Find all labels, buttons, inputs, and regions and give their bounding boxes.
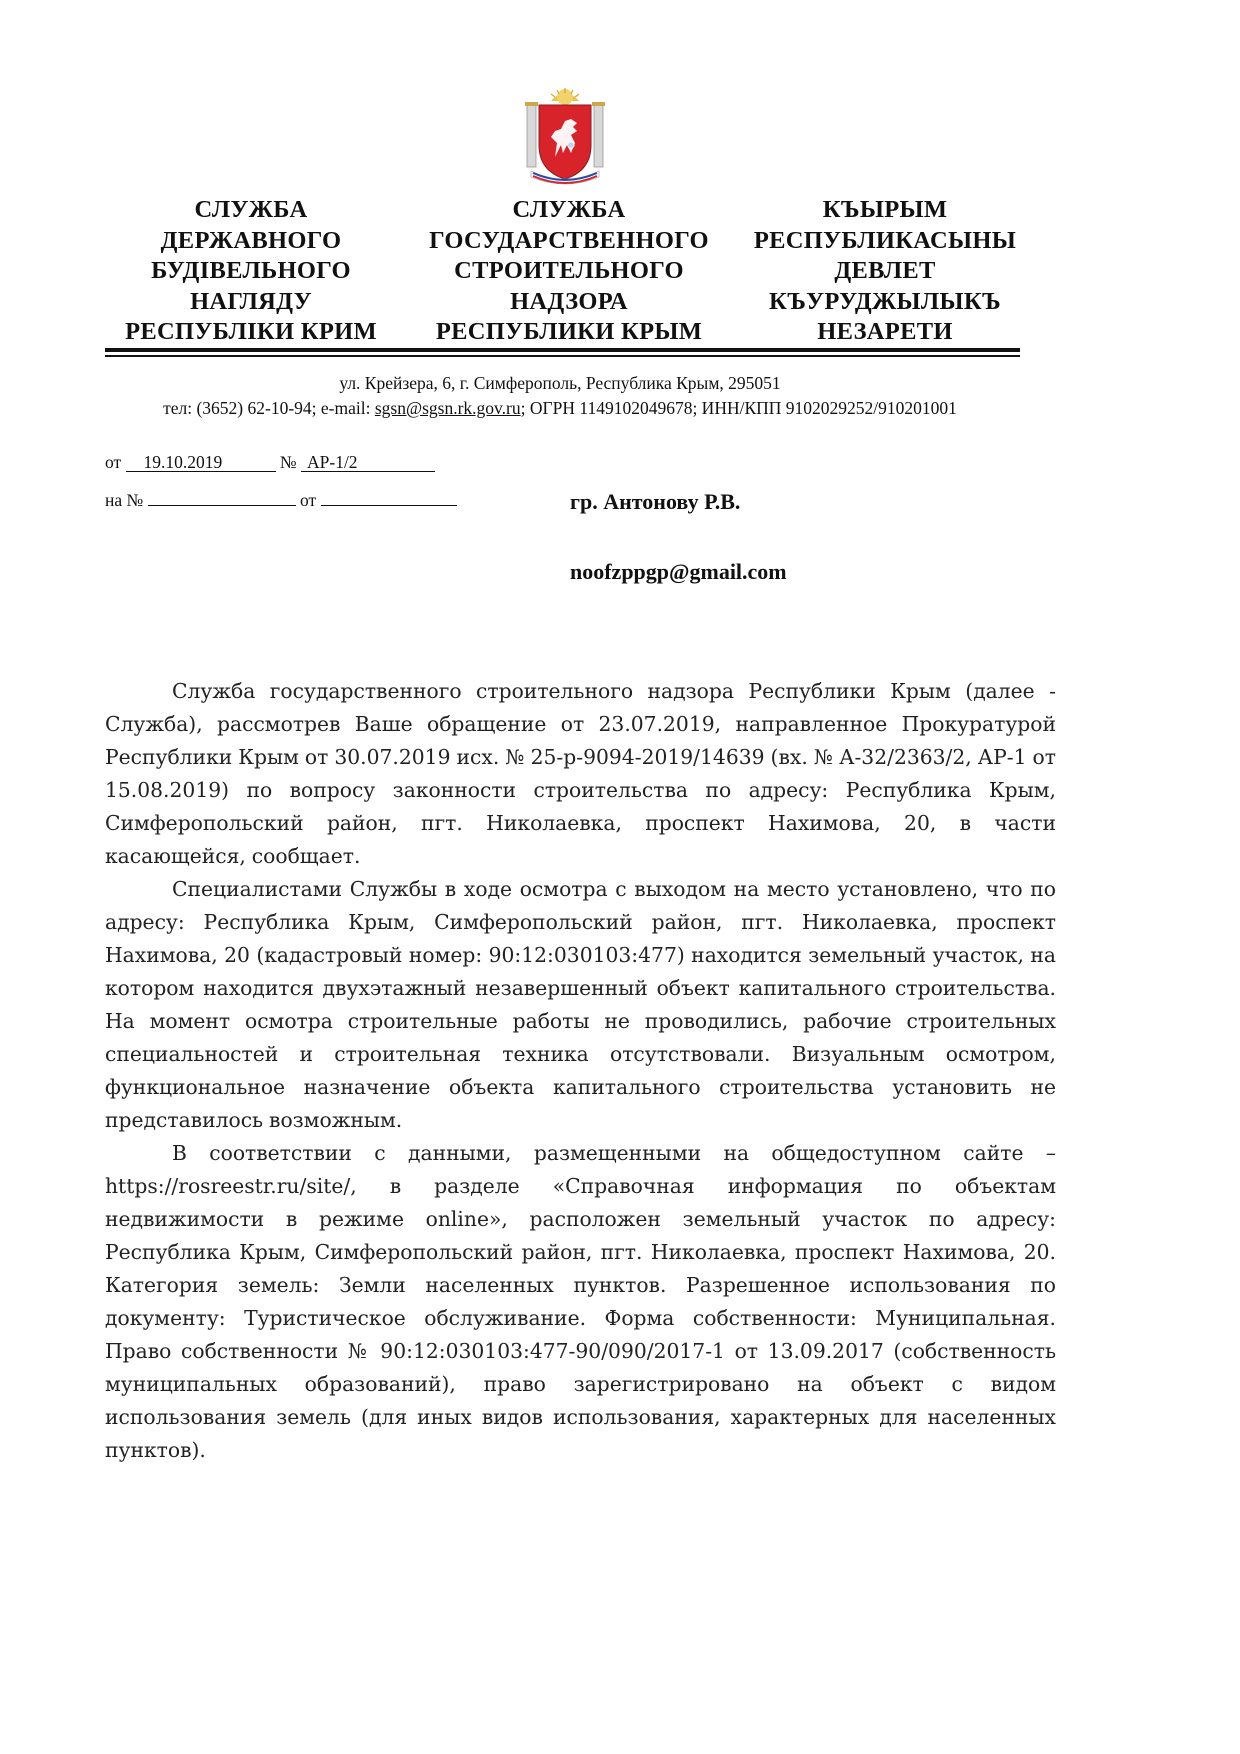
recipient-email: noofzppgp@gmail.com (570, 559, 787, 584)
org-name-line: ГОСУДАРСТВЕННОГО (429, 226, 709, 254)
body-paragraph: Служба государственного строительного надзора Республики Крым (далее - Служба), рассмотрев Ваше обращение от 23.07.2019, направленное Прокуратурой Республики Крым от 30.07.2019 исх. № 25-р-9094-2019/14639 (вх. № А-32/2363/2, АР-1 от 15.08.2019) по вопросу законности строительства по адресу: Республика Крым, Симферопольский район, пгт. Николаевка, проспект Нахимова, 20, в части касающейся, сообщает. (105, 679, 1056, 868)
org-name-line: ДЕРЖАВНОГО (160, 226, 342, 254)
body-paragraph: Специалистами Службы в ходе осмотра с выходом на место установлено, что по адресу: Республика Крым, Симферопольский район, пгт. Николаевка, проспект Нахимова, 20 (кадастровый номер: 90:12:030103:477) находится земельный участок, на котором находится двухэтажный незавершенный объект капитального строительства. На момент осмотра строительные работы не проводились, рабочие строительных специальностей и строительная техника отсутствовали. Визуальным осмотром, функциональное назначение объекта капитального строительства установить не представилось возможным. (105, 877, 1056, 1132)
from-label: от (105, 452, 122, 472)
org-name-line: НЕЗАРЕТИ (817, 318, 953, 345)
org-name-line: РЕСПУБЛИКИ КРЫМ (435, 318, 703, 345)
body-paragraph: В соответствии с данными, размещенными на общедоступном сайте – https://rosreestr.ru/site/, в разделе «Справочная информация по объектам недвижимости в режиме online», расположен земельный участок по адресу: Республика Крым, Симферопольский район, пгт. Николаевка, проспект Нахимова, 20. Категория земель: Земли населенных пунктов. Разрешенное использования по документу: Туристическое обслуживание. Форма собственности: Муниципальная. Право собственности № 90:12:030103:477-90/090/2017-1 от 13.09.2017 (собственность муниципальных образований), право зарегистрировано на объект с видом использования земель (для иных видов использования, характерных для населенных пунктов). (105, 1141, 1056, 1462)
letter-date: 19.10.2019 (126, 453, 276, 472)
header-divider-thin (105, 355, 1020, 357)
org-name-line: РЕСПУБЛІКИ КРИМ (125, 318, 377, 345)
org-name-line: КЪУРУДЖЫЛЫКЪ (769, 287, 1001, 315)
reply-date-blank (321, 505, 457, 506)
coat-of-arms-emblem (521, 87, 609, 187)
org-address: ул. Крейзера, 6, г. Симферополь, Республика Крым, 295051 (339, 373, 781, 393)
org-name-line: СЛУЖБА (194, 196, 308, 223)
reply-date-label: от (299, 490, 317, 510)
letter-body (105, 675, 1056, 1467)
org-name-russian (410, 195, 728, 348)
org-name-line: СЛУЖБА (512, 196, 626, 223)
org-name-line: РЕСПУБЛИКАСЫНЫ (753, 226, 1017, 254)
recipient-name: гр. Антонову Р.В. (570, 489, 741, 514)
org-name-crimean-tatar (735, 195, 1035, 348)
outgoing-reference (105, 452, 435, 473)
registry-text: ; ОГРН 1149102049678; ИНН/КПП 9102029252/910201001 (520, 398, 957, 418)
org-email-link[interactable]: sgsn@sgsn.rk.gov.ru (374, 398, 521, 418)
header-divider-thick (105, 348, 1020, 352)
letter-number: АР-1/2 (301, 453, 435, 472)
org-contact-line (60, 398, 1060, 419)
reply-reference (105, 490, 457, 511)
number-label: № (279, 452, 297, 472)
reply-number-blank (148, 505, 296, 506)
org-name-ukrainian (105, 195, 397, 348)
phone-text: тел: (3652) 62-10-94; e-mail: (163, 398, 375, 418)
org-name-line: НАГЛЯДУ (190, 287, 312, 315)
org-name-line: СТРОИТЕЛЬНОГО (454, 257, 684, 284)
reply-to-label: на № (105, 490, 144, 510)
org-name-line: БУДІВЕЛЬНОГО (151, 257, 351, 284)
org-name-line: НАДЗОРА (510, 287, 628, 315)
org-name-line: КЪЫРЫМ (822, 196, 948, 223)
org-name-line: ДЕВЛЕТ (834, 257, 936, 284)
